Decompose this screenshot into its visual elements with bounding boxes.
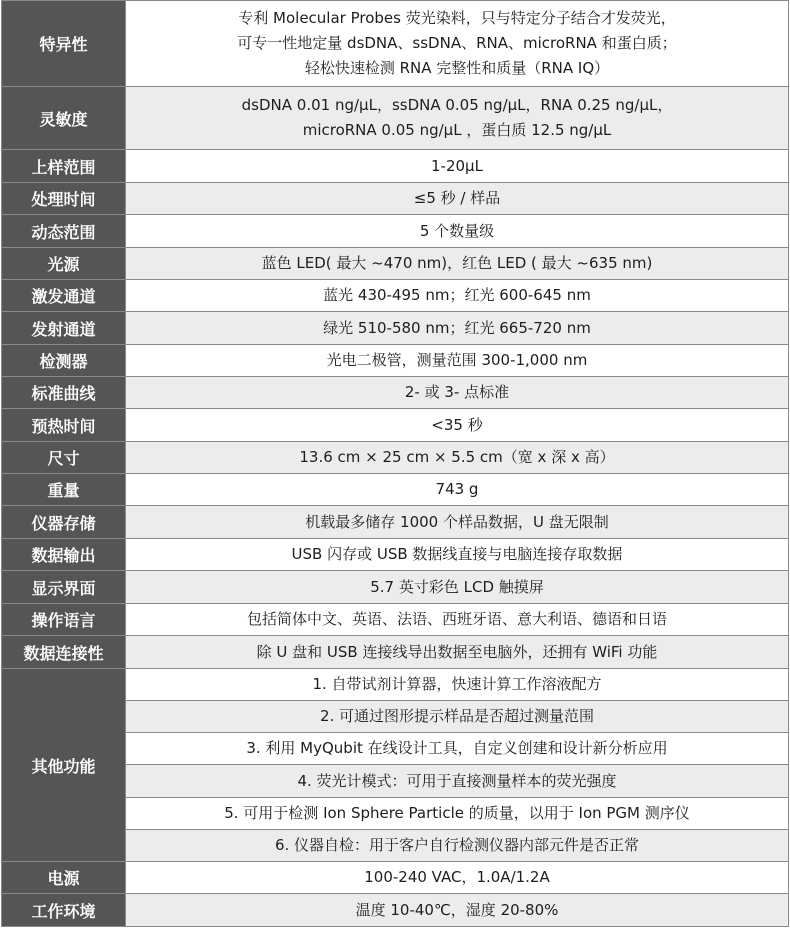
- spec-row: [2, 215, 789, 248]
- spec-value: [126, 442, 789, 474]
- spec-value-line: 机载最多储存 1000 个样品数据，U 盘无限制: [305, 512, 609, 531]
- spec-value-line: 轻松快速检测 RNA 完整性和质量（RNA IQ）: [304, 59, 610, 77]
- spec-row: [2, 604, 789, 636]
- spec-row: [2, 183, 789, 215]
- spec-row: [2, 1, 789, 87]
- spec-row: [2, 409, 789, 442]
- spec-value-line: 绿光 510-580 nm；红光 665-720 nm: [323, 318, 591, 337]
- spec-value-line: 温度 10-40℃，湿度 20-80%: [355, 900, 559, 919]
- other-function-item: 4. 荧光计模式：可用于直接测量样本的荧光强度: [126, 765, 789, 798]
- spec-row: [2, 248, 789, 280]
- spec-label: 特异性: [2, 1, 126, 87]
- spec-label: 操作语言: [2, 604, 126, 636]
- spec-value: [126, 248, 789, 280]
- spec-label: 工作环境: [2, 894, 126, 927]
- spec-value: [126, 312, 789, 345]
- spec-label: 标准曲线: [2, 377, 126, 409]
- spec-value-line: 100-240 VAC，1.0A/1.2A: [364, 868, 550, 886]
- spec-value-line: 除 U 盘和 USB 连接线导出数据至电脑外，还拥有 WiFi 功能: [256, 642, 658, 661]
- spec-value: [126, 506, 789, 539]
- spec-value-line: 包括简体中文、英语、法语、西班牙语、意大利语、德语和日语: [246, 610, 667, 628]
- spec-label: 激发通道: [2, 280, 126, 312]
- spec-value: [126, 377, 789, 409]
- spec-value: [126, 571, 789, 604]
- spec-label: 预热时间: [2, 409, 126, 442]
- spec-value: [126, 409, 789, 442]
- spec-table-body: [2, 1, 789, 927]
- spec-label: 灵敏度: [2, 87, 126, 150]
- spec-value: [126, 604, 789, 636]
- spec-row: [2, 150, 789, 183]
- spec-value-line: 可专一性地定量 dsDNA、ssDNA、RNA、microRNA 和蛋白质；: [237, 34, 677, 52]
- spec-row: [2, 474, 789, 506]
- spec-label: 动态范围: [2, 215, 126, 248]
- spec-row: [2, 506, 789, 539]
- spec-value-line: 光电二极管，测量范围 300-1,000 nm: [326, 351, 588, 369]
- spec-value-line: 743 g: [435, 480, 479, 498]
- spec-value-line: 蓝光 430-495 nm；红光 600-645 nm: [323, 286, 591, 304]
- spec-label: 数据连接性: [2, 636, 126, 669]
- spec-label: 电源: [2, 862, 126, 894]
- spec-value-line: 13.6 cm × 25 cm × 5.5 cm（宽 x 深 x 高）: [299, 448, 615, 466]
- spec-label: 仪器存储: [2, 506, 126, 539]
- spec-row-other-function: [2, 669, 789, 701]
- spec-row: [2, 345, 789, 377]
- spec-label: 处理时间: [2, 183, 126, 215]
- spec-value: [126, 636, 789, 669]
- spec-value: [126, 87, 789, 150]
- spec-table: [1, 0, 789, 927]
- spec-label: 数据输出: [2, 539, 126, 571]
- spec-value-line: 蓝色 LED( 最大 ~470 nm)，红色 LED ( 最大 ~635 nm): [261, 254, 653, 272]
- other-function-item: 2. 可通过图形提示样品是否超过测量范围: [126, 701, 789, 733]
- other-function-item: 1. 自带试剂计算器，快速计算工作溶液配方: [126, 669, 789, 701]
- spec-value-line: 2- 或 3- 点标准: [404, 383, 510, 401]
- spec-row: [2, 312, 789, 345]
- spec-row: [2, 87, 789, 150]
- spec-value: [126, 150, 789, 183]
- spec-row: [2, 539, 789, 571]
- spec-value: [126, 280, 789, 312]
- other-function-item: 6. 仪器自检：用于客户自行检测仪器内部元件是否正常: [126, 830, 789, 862]
- spec-value-line: 5.7 英寸彩色 LCD 触摸屏: [370, 577, 544, 596]
- spec-value: [126, 894, 789, 927]
- spec-row: [2, 442, 789, 474]
- spec-label: 重量: [2, 474, 126, 506]
- spec-row: [2, 571, 789, 604]
- spec-label: 光源: [2, 248, 126, 280]
- spec-label: 尺寸: [2, 442, 126, 474]
- spec-row: [2, 280, 789, 312]
- spec-value-line: 1-20μL: [431, 156, 483, 175]
- spec-value: [126, 183, 789, 215]
- spec-row: [2, 377, 789, 409]
- spec-label: 显示界面: [2, 571, 126, 604]
- spec-label: 发射通道: [2, 312, 126, 345]
- spec-value-line: USB 闪存或 USB 数据线直接与电脑连接存取数据: [291, 545, 623, 563]
- spec-value-line: 5 个数量级: [419, 221, 495, 240]
- spec-value: [126, 345, 789, 377]
- spec-value-line: ≤5 秒 / 样品: [413, 189, 501, 207]
- spec-value-line: 专利 Molecular Probes 荧光染料，只与特定分子结合才发荧光，: [238, 9, 676, 27]
- spec-value: [126, 539, 789, 571]
- spec-label: 上样范围: [2, 150, 126, 183]
- spec-value-line: <35 秒: [431, 415, 483, 434]
- spec-label: 其他功能: [2, 669, 126, 862]
- other-function-item: 5. 可用于检测 Ion Sphere Particle 的质量，以用于 Ion PGM 测序仪: [126, 798, 789, 830]
- spec-value: [126, 215, 789, 248]
- spec-value: [126, 862, 789, 894]
- spec-value: [126, 474, 789, 506]
- spec-value: [126, 1, 789, 87]
- other-function-item: 3. 利用 MyQubit 在线设计工具，自定义创建和设计新分析应用: [126, 733, 789, 765]
- spec-label: 检测器: [2, 345, 126, 377]
- spec-row: [2, 894, 789, 927]
- spec-row: [2, 862, 789, 894]
- spec-value-line: microRNA 0.05 ng/μL ，蛋白质 12.5 ng/μL: [302, 121, 612, 139]
- spec-row: [2, 636, 789, 669]
- spec-value-line: dsDNA 0.01 ng/μL，ssDNA 0.05 ng/μL，RNA 0.25 ng/μL，: [241, 96, 673, 114]
